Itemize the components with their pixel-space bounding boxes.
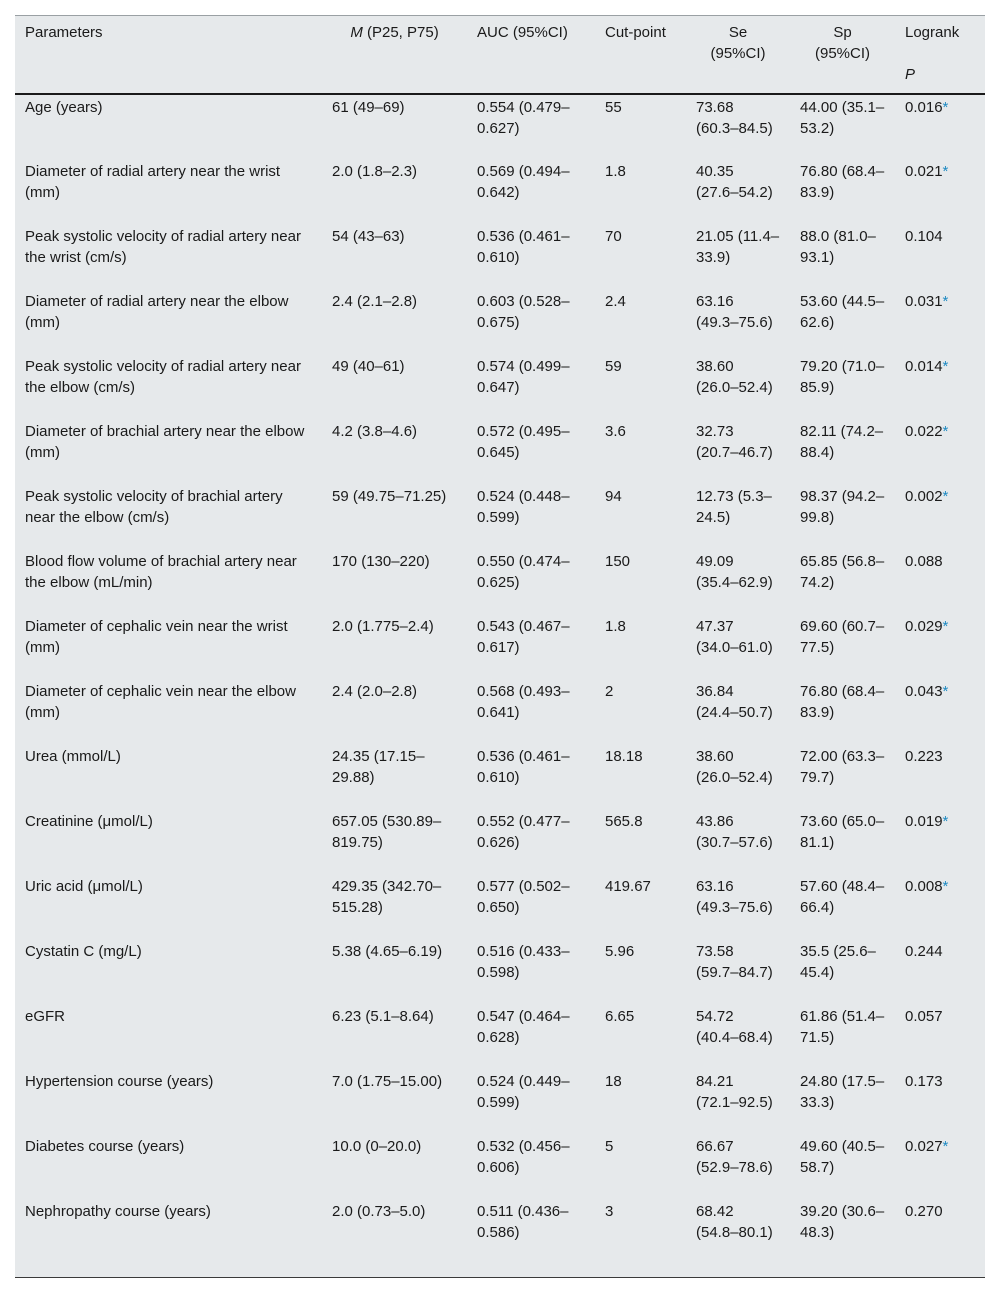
p-value: 0.022 [905, 423, 943, 440]
table-row [15, 159, 985, 224]
cell-logrank-p [895, 289, 985, 354]
table-row [15, 679, 985, 744]
cell-median: 4.2 (3.8–4.6) [332, 423, 418, 440]
table-row [15, 224, 985, 289]
cell-auc: 0.577 (0.502–0.650) [477, 878, 570, 916]
cell-median: 2.0 (1.775–2.4) [332, 618, 434, 635]
cell-se: 47.37 (34.0–61.0) [696, 618, 773, 656]
cell-cutpoint: 59 [605, 358, 622, 375]
cell-se: 40.35 (27.6–54.2) [696, 163, 773, 201]
table-row [15, 354, 985, 419]
header-auc: AUC (95%CI) [467, 16, 595, 94]
cell-logrank-p [895, 874, 985, 939]
cell-sp: 65.85 (56.8–74.2) [800, 553, 885, 591]
significance-marker: * [942, 1138, 949, 1155]
cell-sp: 82.11 (74.2–88.4) [800, 423, 884, 461]
cell-parameter: Diameter of cephalic vein near the elbow (mm) [25, 683, 296, 721]
cell-auc: 0.532 (0.456–0.606) [477, 1138, 570, 1176]
p-value: 0.027 [905, 1138, 943, 1155]
table-row [15, 289, 985, 354]
p-value: 0.088 [905, 553, 943, 570]
cell-se: 68.42 (54.8–80.1) [696, 1203, 773, 1241]
cell-cutpoint: 2 [605, 683, 614, 700]
cell-cutpoint: 5.96 [605, 943, 635, 960]
significance-marker: * [942, 163, 949, 180]
cell-median: 657.05 (530.89–819.75) [332, 813, 442, 851]
cell-sp: 76.80 (68.4–83.9) [800, 683, 885, 721]
significance-marker: * [942, 683, 949, 700]
p-value: 0.057 [905, 1008, 943, 1025]
p-value: 0.031 [905, 293, 943, 310]
cell-se: 73.58 (59.7–84.7) [696, 943, 773, 981]
cell-cutpoint: 70 [605, 228, 622, 245]
cell-median: 6.23 (5.1–8.64) [332, 1008, 434, 1025]
cell-auc: 0.547 (0.464–0.628) [477, 1008, 570, 1046]
p-value: 0.173 [905, 1073, 943, 1090]
cell-median: 429.35 (342.70–515.28) [332, 878, 442, 916]
p-value: 0.104 [905, 228, 943, 245]
cell-sp: 53.60 (44.5–62.6) [800, 293, 885, 331]
cell-se: 84.21 (72.1–92.5) [696, 1073, 773, 1111]
header-row [15, 16, 985, 94]
cell-auc: 0.550 (0.474–0.625) [477, 553, 570, 591]
header-logrank-p: P [905, 66, 916, 83]
cell-auc: 0.516 (0.433–0.598) [477, 943, 570, 981]
cell-logrank-p [895, 224, 985, 289]
table-row [15, 939, 985, 1004]
significance-marker: * [942, 423, 949, 440]
header-sp: Sp (95%CI) [790, 16, 895, 94]
cell-sp: 44.00 (35.1–53.2) [800, 99, 885, 137]
cell-se: 32.73 (20.7–46.7) [696, 423, 773, 461]
cell-logrank-p [895, 1069, 985, 1134]
cell-logrank-p [895, 354, 985, 419]
cell-cutpoint: 2.4 [605, 293, 626, 310]
cell-se: 21.05 (11.4–33.9) [696, 228, 780, 266]
cell-parameter: Diameter of radial artery near the elbow (mm) [25, 293, 289, 331]
cell-logrank-p [895, 549, 985, 614]
cell-parameter: Cystatin C (mg/L) [25, 943, 142, 960]
cell-se: 63.16 (49.3–75.6) [696, 293, 773, 331]
cell-logrank-p [895, 1134, 985, 1199]
cell-cutpoint: 18.18 [605, 748, 643, 765]
cell-cutpoint: 3 [605, 1203, 614, 1220]
cell-cutpoint: 6.65 [605, 1008, 635, 1025]
cell-median: 2.0 (1.8–2.3) [332, 163, 418, 180]
cell-logrank-p [895, 809, 985, 874]
cell-parameter: Age (years) [25, 99, 103, 116]
p-value: 0.244 [905, 943, 943, 960]
cell-se: 43.86 (30.7–57.6) [696, 813, 773, 851]
cell-parameter: Diabetes course (years) [25, 1138, 185, 1155]
cell-se: 54.72 (40.4–68.4) [696, 1008, 773, 1046]
table-row [15, 1069, 985, 1134]
cell-logrank-p [895, 1199, 985, 1264]
table-row [15, 874, 985, 939]
cell-median: 54 (43–63) [332, 228, 405, 245]
cell-auc: 0.552 (0.477–0.626) [477, 813, 570, 851]
cell-median: 7.0 (1.75–15.00) [332, 1073, 443, 1090]
cell-parameter: Diameter of cephalic vein near the wrist (mm) [25, 618, 288, 656]
cell-parameter: Diameter of brachial artery near the elbow (mm) [25, 423, 305, 461]
cell-auc: 0.524 (0.448–0.599) [477, 488, 570, 526]
cell-se: 63.16 (49.3–75.6) [696, 878, 773, 916]
header-parameters: Parameters [15, 16, 322, 94]
cell-cutpoint: 150 [605, 553, 631, 570]
cell-median: 5.38 (4.65–6.19) [332, 943, 443, 960]
cell-parameter: Uric acid (μmol/L) [25, 878, 143, 895]
table-row [15, 1134, 985, 1199]
cell-auc: 0.569 (0.494–0.642) [477, 163, 570, 201]
p-value: 0.270 [905, 1203, 943, 1220]
cell-logrank-p [895, 484, 985, 549]
table-row [15, 419, 985, 484]
cell-se: 66.67 (52.9–78.6) [696, 1138, 773, 1176]
cell-logrank-p [895, 419, 985, 484]
cell-cutpoint: 565.8 [605, 813, 643, 830]
cell-median: 61 (49–69) [332, 99, 405, 116]
cell-median: 2.4 (2.1–2.8) [332, 293, 418, 310]
cell-cutpoint: 18 [605, 1073, 622, 1090]
cell-sp: 76.80 (68.4–83.9) [800, 163, 885, 201]
cell-parameter: Hypertension course (years) [25, 1073, 214, 1090]
cell-cutpoint: 55 [605, 99, 622, 116]
cell-auc: 0.511 (0.436–0.586) [477, 1203, 569, 1241]
p-value: 0.223 [905, 748, 943, 765]
significance-marker: * [942, 358, 949, 375]
cell-auc: 0.554 (0.479–0.627) [477, 99, 570, 137]
header-cutpoint: Cut-point [595, 16, 686, 94]
cell-logrank-p [895, 744, 985, 809]
cell-auc: 0.574 (0.499–0.647) [477, 358, 570, 396]
cell-se: 38.60 (26.0–52.4) [696, 358, 773, 396]
header-se: Se (95%CI) [686, 16, 790, 94]
cell-median: 170 (130–220) [332, 553, 430, 570]
cell-cutpoint: 1.8 [605, 163, 626, 180]
table-row [15, 614, 985, 679]
results-table-container [15, 15, 985, 1278]
p-value: 0.008 [905, 878, 943, 895]
cell-sp: 39.20 (30.6–48.3) [800, 1203, 885, 1241]
cell-logrank-p [895, 679, 985, 744]
p-value: 0.016 [905, 99, 943, 116]
significance-marker: * [942, 813, 949, 830]
cell-sp: 49.60 (40.5–58.7) [800, 1138, 885, 1176]
significance-marker: * [942, 488, 949, 505]
significance-marker: * [942, 618, 949, 635]
cell-sp: 73.60 (65.0–81.1) [800, 813, 885, 851]
p-value: 0.021 [905, 163, 943, 180]
cell-parameter: Nephropathy course (years) [25, 1203, 211, 1220]
cell-auc: 0.572 (0.495–0.645) [477, 423, 570, 461]
results-table [15, 16, 985, 1264]
cell-sp: 35.5 (25.6–45.4) [800, 943, 876, 981]
table-row [15, 549, 985, 614]
p-value: 0.029 [905, 618, 943, 635]
cell-parameter: Peak systolic velocity of radial artery near the elbow (cm/s) [25, 358, 301, 396]
cell-sp: 79.20 (71.0–85.9) [800, 358, 885, 396]
cell-logrank-p [895, 159, 985, 224]
cell-logrank-p [895, 939, 985, 1004]
cell-cutpoint: 3.6 [605, 423, 626, 440]
cell-se: 36.84 (24.4–50.7) [696, 683, 773, 721]
cell-auc: 0.524 (0.449–0.599) [477, 1073, 570, 1111]
header-median: M (P25, P75) [322, 16, 467, 94]
cell-logrank-p [895, 614, 985, 679]
cell-auc: 0.603 (0.528–0.675) [477, 293, 570, 331]
cell-logrank-p [895, 94, 985, 159]
cell-parameter: Creatinine (μmol/L) [25, 813, 153, 830]
significance-marker: * [942, 293, 949, 310]
cell-cutpoint: 5 [605, 1138, 614, 1155]
cell-median: 10.0 (0–20.0) [332, 1138, 422, 1155]
table-row [15, 809, 985, 874]
cell-se: 38.60 (26.0–52.4) [696, 748, 773, 786]
table-row [15, 94, 985, 159]
cell-parameter: Urea (mmol/L) [25, 748, 121, 765]
p-value: 0.019 [905, 813, 943, 830]
cell-median: 49 (40–61) [332, 358, 405, 375]
cell-auc: 0.536 (0.461–0.610) [477, 228, 570, 266]
cell-auc: 0.568 (0.493–0.641) [477, 683, 570, 721]
table-row [15, 1004, 985, 1069]
cell-cutpoint: 94 [605, 488, 622, 505]
table-row [15, 484, 985, 549]
significance-marker: * [942, 99, 949, 116]
cell-cutpoint: 419.67 [605, 878, 651, 895]
p-value: 0.043 [905, 683, 943, 700]
cell-sp: 24.80 (17.5–33.3) [800, 1073, 885, 1111]
cell-parameter: Blood flow volume of brachial artery near the elbow (mL/min) [25, 553, 297, 591]
cell-se: 73.68 (60.3–84.5) [696, 99, 773, 137]
p-value: 0.002 [905, 488, 943, 505]
cell-se: 12.73 (5.3–24.5) [696, 488, 772, 526]
table-body [15, 94, 985, 1264]
cell-auc: 0.543 (0.467–0.617) [477, 618, 570, 656]
cell-se: 49.09 (35.4–62.9) [696, 553, 773, 591]
cell-sp: 72.00 (63.3–79.7) [800, 748, 885, 786]
header-logrank: Logrank P [895, 16, 985, 94]
significance-marker: * [942, 878, 949, 895]
table-row [15, 744, 985, 809]
cell-median: 59 (49.75–71.25) [332, 488, 447, 505]
cell-cutpoint: 1.8 [605, 618, 626, 635]
cell-parameter: eGFR [25, 1008, 66, 1025]
cell-median: 2.4 (2.0–2.8) [332, 683, 418, 700]
cell-sp: 57.60 (48.4–66.4) [800, 878, 885, 916]
table-row [15, 1199, 985, 1264]
cell-sp: 98.37 (94.2–99.8) [800, 488, 885, 526]
cell-sp: 88.0 (81.0–93.1) [800, 228, 876, 266]
cell-median: 2.0 (0.73–5.0) [332, 1203, 426, 1220]
cell-parameter: Peak systolic velocity of brachial artery near the elbow (cm/s) [25, 488, 283, 526]
cell-logrank-p [895, 1004, 985, 1069]
cell-parameter: Peak systolic velocity of radial artery near the wrist (cm/s) [25, 228, 301, 266]
cell-median: 24.35 (17.15–29.88) [332, 748, 425, 786]
p-value: 0.014 [905, 358, 943, 375]
cell-parameter: Diameter of radial artery near the wrist (mm) [25, 163, 281, 201]
cell-auc: 0.536 (0.461–0.610) [477, 748, 570, 786]
cell-sp: 61.86 (51.4–71.5) [800, 1008, 885, 1046]
cell-sp: 69.60 (60.7–77.5) [800, 618, 885, 656]
